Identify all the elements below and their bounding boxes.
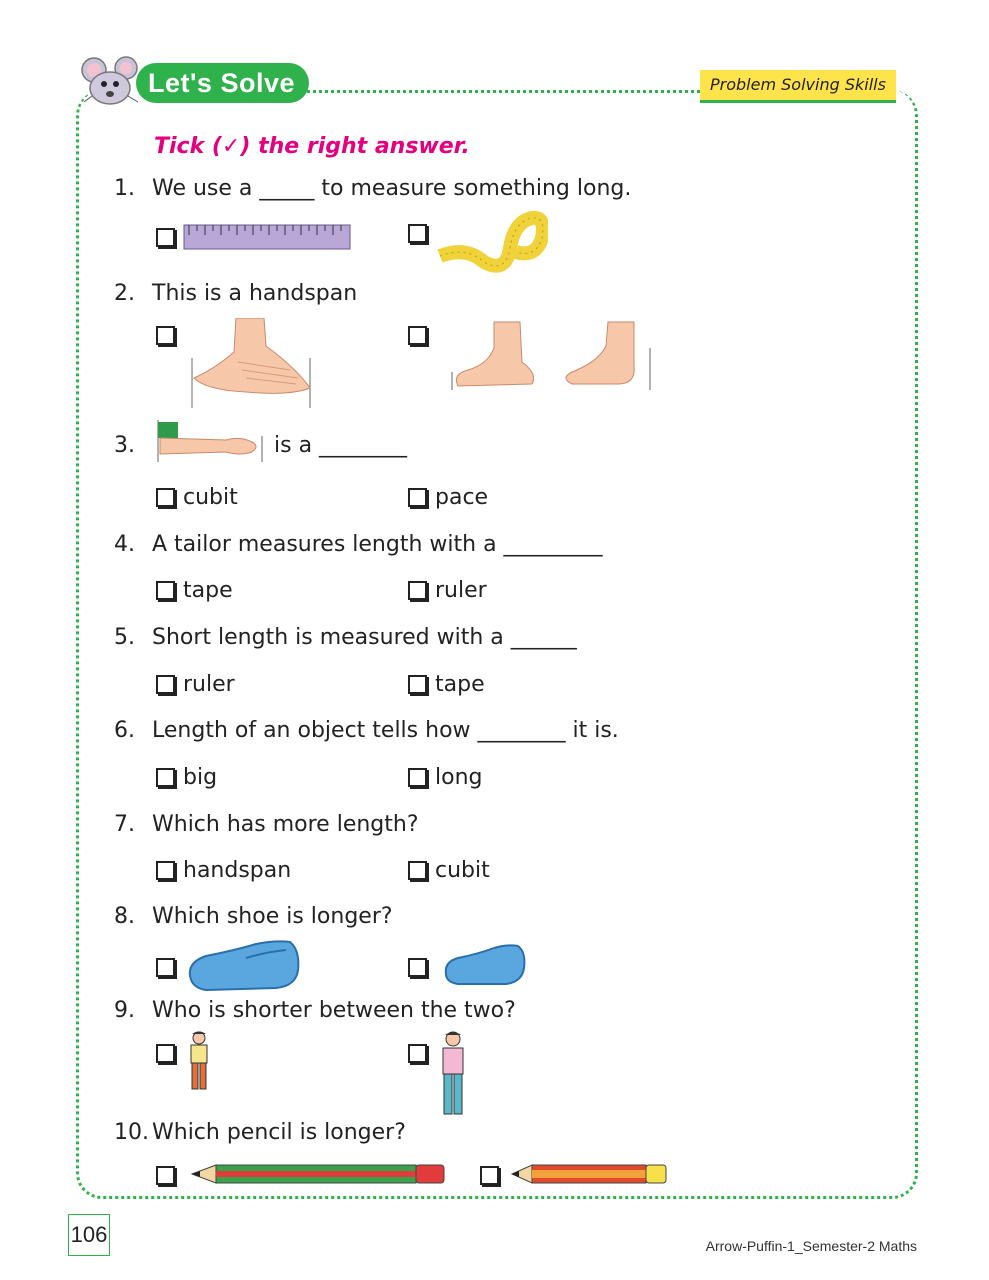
lets-solve-badge: Let's Solve <box>136 63 309 103</box>
q5-option-1[interactable]: ruler <box>156 672 235 697</box>
q10-option-short-pencil[interactable] <box>480 1166 507 1185</box>
q7-option-1[interactable]: handspan <box>156 858 291 883</box>
frame-top-border <box>296 90 706 93</box>
q4-option-2[interactable]: ruler <box>408 578 487 603</box>
q7-option-2[interactable]: cubit <box>408 858 490 883</box>
checkbox[interactable] <box>408 958 427 977</box>
question-8: 8. Which shoe is longer? <box>114 904 393 929</box>
checkbox[interactable] <box>156 228 175 247</box>
checkbox[interactable] <box>408 326 427 345</box>
measuring-tape-icon <box>436 208 548 276</box>
cubit-arm-icon <box>156 420 264 462</box>
checkbox[interactable] <box>156 1166 175 1185</box>
question-10: 10. Which pencil is longer? <box>114 1120 406 1145</box>
checkbox[interactable] <box>480 1166 499 1185</box>
checkbox[interactable] <box>156 1044 175 1063</box>
long-shoe-icon <box>186 940 302 992</box>
question-2: 2. This is a handspan <box>114 281 358 306</box>
checkbox[interactable] <box>156 675 175 694</box>
question-4: 4. A tailor measures length with a _________ <box>114 532 603 557</box>
ruler-icon <box>183 224 351 250</box>
checkbox[interactable] <box>156 958 175 977</box>
skill-label: Problem Solving Skills <box>700 70 896 103</box>
q10-option-long-pencil[interactable] <box>156 1166 183 1185</box>
checkbox[interactable] <box>408 1044 427 1063</box>
question-5: 5. Short length is measured with a ______ <box>114 625 577 650</box>
short-pencil-icon <box>510 1162 668 1186</box>
q1-option-tape[interactable] <box>408 224 435 243</box>
q2-option-hand[interactable] <box>156 326 183 345</box>
q5-option-2[interactable]: tape <box>408 672 485 697</box>
q9-option-tall-boy[interactable] <box>408 1044 435 1063</box>
question-1: 1. We use a _____ to measure something long. <box>114 176 632 201</box>
question-9: 9. Who is shorter between the two? <box>114 998 516 1023</box>
q8-option-short-shoe[interactable] <box>408 958 435 977</box>
q1-option-ruler[interactable] <box>156 224 351 250</box>
short-boy-icon <box>186 1030 212 1092</box>
checkbox[interactable] <box>156 581 175 600</box>
handspan-hand-icon <box>186 318 314 408</box>
q4-option-1[interactable]: tape <box>156 578 233 603</box>
checkbox[interactable] <box>156 861 175 880</box>
question-3: 3. <box>114 433 135 458</box>
q9-option-short-boy[interactable] <box>156 1044 183 1063</box>
book-title-footer: Arrow-Puffin-1_Semester-2 Maths <box>705 1238 917 1254</box>
checkbox[interactable] <box>408 224 427 243</box>
q2-option-foot[interactable] <box>408 326 435 345</box>
q3-option-2[interactable]: pace <box>408 485 488 510</box>
checkbox[interactable] <box>408 488 427 507</box>
checkbox[interactable] <box>408 768 427 787</box>
q6-option-2[interactable]: long <box>408 765 482 790</box>
question-7: 7. Which has more length? <box>114 812 419 837</box>
short-shoe-icon <box>442 944 526 986</box>
checkbox[interactable] <box>408 675 427 694</box>
checkbox[interactable] <box>156 768 175 787</box>
q3-option-1[interactable]: cubit <box>156 485 238 510</box>
tall-boy-icon <box>438 1030 468 1116</box>
instruction: Tick (✓) the right answer. <box>154 134 470 159</box>
question-3-text: is a ________ <box>274 433 408 458</box>
long-pencil-icon <box>190 1162 446 1186</box>
q6-option-1[interactable]: big <box>156 765 217 790</box>
checkbox[interactable] <box>408 581 427 600</box>
q8-option-long-shoe[interactable] <box>156 958 183 977</box>
checkbox[interactable] <box>408 861 427 880</box>
checkbox[interactable] <box>156 326 175 345</box>
page-number: 106 <box>68 1214 110 1256</box>
question-6: 6. Length of an object tells how ________ it is. <box>114 718 619 743</box>
checkbox[interactable] <box>156 488 175 507</box>
feet-pace-icon <box>448 318 652 392</box>
